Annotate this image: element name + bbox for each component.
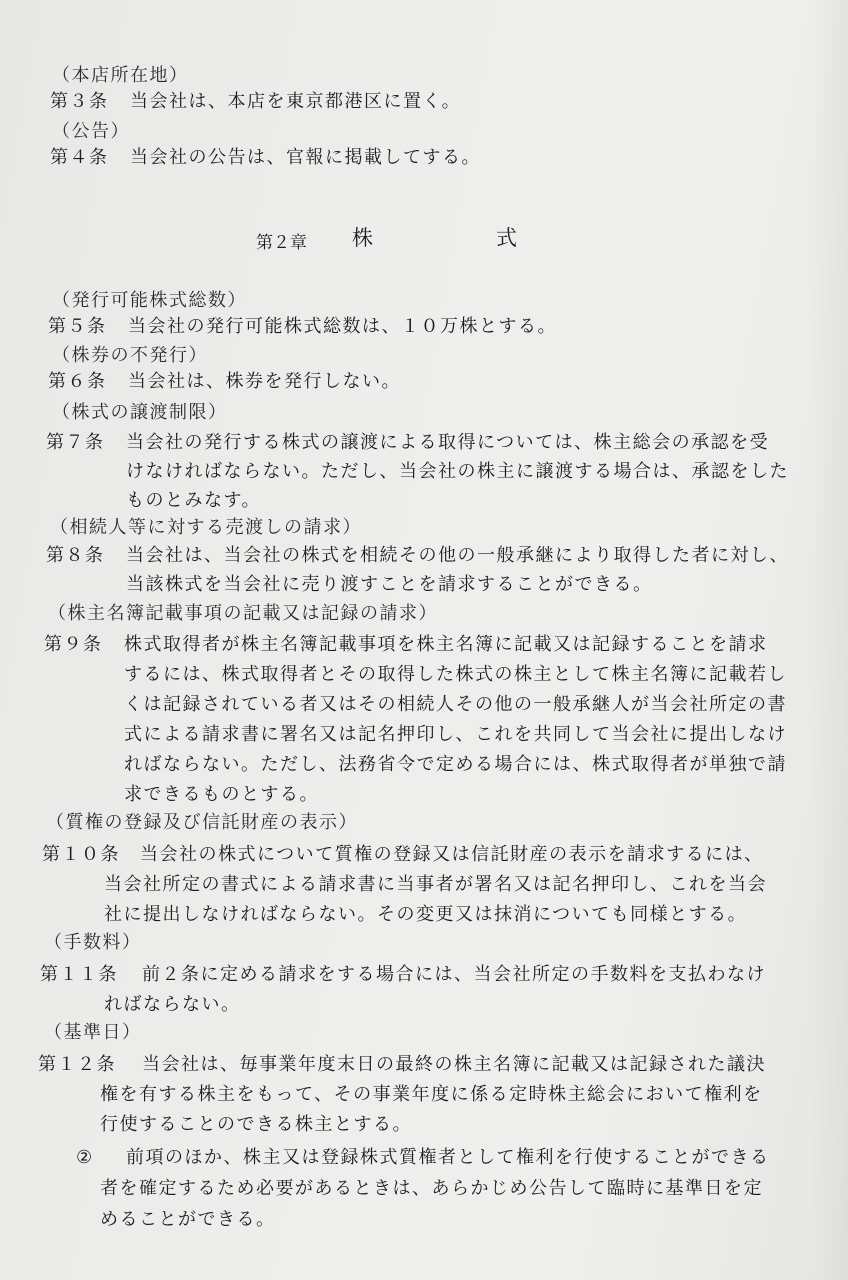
article-3-label: 第３条 [50, 91, 109, 112]
page-shadow [808, 0, 848, 1280]
article-3-text: 当会社は、本店を東京都港区に置く。 [130, 91, 462, 112]
article-7-line-1: 当会社の発行する株式の譲渡による取得については、株主総会の承認を受 [126, 432, 770, 453]
paragraph-2-line-3: めることができる。 [100, 1209, 276, 1230]
article-4-label: 第４条 [50, 147, 109, 168]
article-8-label: 第８条 [46, 545, 105, 566]
article-9-label: 第９条 [44, 634, 103, 655]
article-7-heading: （株式の譲渡制限） [52, 402, 228, 423]
article-7-label: 第７条 [46, 432, 105, 453]
article-11-label: 第１１条 [40, 964, 118, 985]
article-9-heading: （株主名簿記載事項の記載又は記録の請求） [48, 603, 438, 624]
article-9-line-5: ればならない。ただし、法務省令で定める場合には、株式取得者が単独で請 [124, 754, 787, 775]
chapter-title-a: 株 [352, 226, 373, 250]
article-9-line-3: くは記録されている者又はその相続人その他の一般承継人が当会社所定の書 [124, 694, 787, 715]
article-12-line-3: 行使することのできる株主とする。 [100, 1114, 412, 1135]
article-6-label: 第６条 [48, 371, 107, 392]
paragraph-2-marker: ② [76, 1147, 94, 1168]
article-10-label: 第１０条 [42, 844, 120, 865]
article-4-heading: （公告） [52, 121, 130, 142]
article-12-line-1: 当会社は、毎事業年度末日の最終の株主名簿に記載又は記録された議決 [142, 1054, 766, 1075]
article-9-line-2: するには、株式取得者とその取得した株式の株主として株主名簿に記載若し [124, 664, 787, 685]
article-8-line-1: 当会社は、当会社の株式を相続その他の一般承継により取得した者に対し、 [126, 545, 789, 566]
chapter-title-b: 式 [496, 226, 517, 250]
article-5-text: 当会社の発行可能株式総数は、１０万株とする。 [128, 316, 557, 337]
article-5-label: 第５条 [48, 316, 107, 337]
article-10-line-1: 当会社の株式について質権の登録又は信託財産の表示を請求するには、 [140, 844, 764, 865]
article-8-heading: （相続人等に対する売渡しの請求） [50, 517, 362, 538]
article-12-line-2: 権を有する株主をもって、その事業年度に係る定時株主総会において権利を [100, 1084, 763, 1105]
article-12-heading: （基準日） [44, 1022, 142, 1043]
article-3-heading: （本店所在地） [52, 65, 189, 86]
paragraph-2-line-2: 者を確定するため必要があるときは、あらかじめ公告して臨時に基準日を定 [100, 1178, 763, 1199]
article-4-text: 当会社の公告は、官報に掲載してする。 [130, 147, 481, 168]
article-10-line-2: 当会社所定の書式による請求書に当事者が署名又は記名押印し、これを当会 [104, 874, 767, 895]
article-9-line-4: 式による請求書に署名又は記名押印し、これを共同して当会社に提出しなけ [124, 724, 787, 745]
article-9-line-6: 求できるものとする。 [124, 784, 319, 805]
article-11-heading: （手数料） [44, 932, 142, 953]
article-5-heading: （発行可能株式総数） [52, 290, 247, 311]
article-7-line-2: けなければならない。ただし、当会社の株主に譲渡する場合は、承認をした [126, 461, 789, 482]
paragraph-2-line-1: 前項のほか、株主又は登録株式質権者として権利を行使することができる [126, 1147, 770, 1168]
article-8-line-2: 当該株式を当会社に売り渡すことを請求することができる。 [126, 574, 653, 595]
article-9-line-1: 株式取得者が株主名簿記載事項を株主名簿に記載又は記録することを請求 [124, 634, 768, 655]
article-11-line-2: ればならない。 [104, 994, 241, 1015]
article-12-label: 第１２条 [38, 1054, 116, 1075]
article-6-heading: （株券の不発行） [52, 345, 208, 366]
article-7-line-3: ものとみなす。 [126, 490, 262, 511]
article-10-heading: （質権の登録及び信託財産の表示） [46, 812, 358, 833]
article-6-text: 当会社は、株券を発行しない。 [128, 371, 401, 392]
article-10-line-3: 社に提出しなければならない。その変更又は抹消についても同様とする。 [104, 904, 748, 925]
article-11-line-1: 前２条に定める請求をする場合には、当会社所定の手数料を支払わなけ [142, 964, 766, 985]
chapter-number: 第２章 [256, 233, 307, 253]
